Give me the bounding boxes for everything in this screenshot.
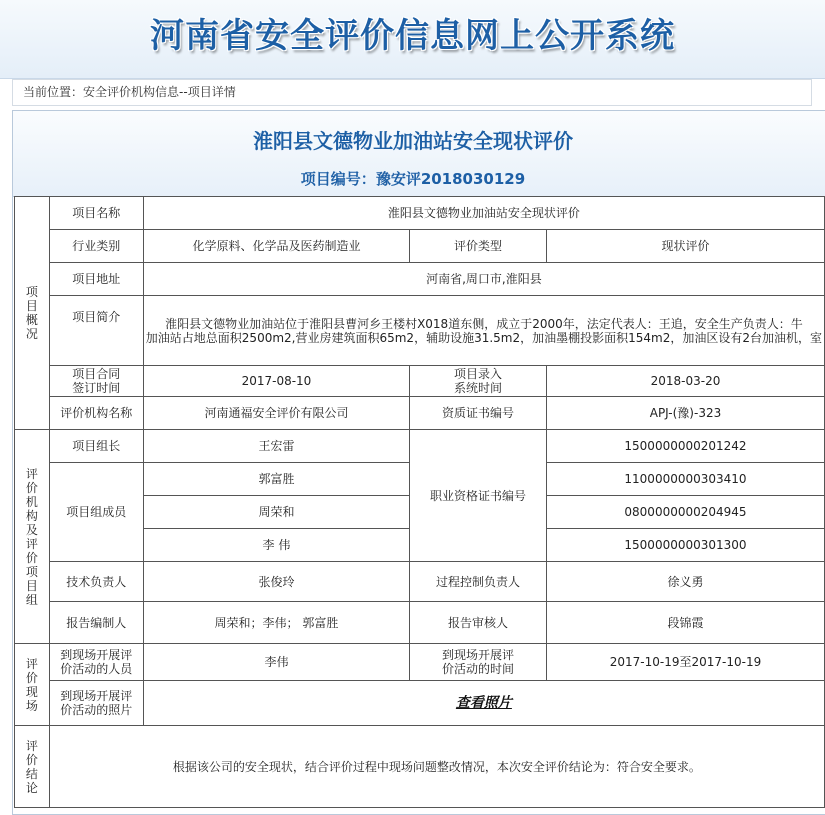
intro-line-2: 加油站占地总面积2500m2,营业房建筑面积65m2，辅助设施31.5m2，加油墨棚投影面积154m2，加油区设有2台加油机，室 bbox=[145, 330, 822, 345]
section-overview-label: 项目概况 bbox=[15, 197, 50, 430]
member-name: 郭富胜 bbox=[143, 463, 409, 496]
intro-line-1: 淮阳县文德物业加油站位于淮阳县曹河乡王楼村X018道东侧，成立于2000年，法定代表人：王追，安全生产负责人：牛 bbox=[165, 316, 803, 331]
member-name: 李 伟 bbox=[143, 529, 409, 562]
site-banner bbox=[0, 0, 825, 79]
cert-value: APJ-(豫)-323 bbox=[546, 397, 824, 430]
conclusion-text: 根据该公司的安全现状，结合评价过程中现场问题整改情况，本次安全评价结论为：符合安全要求。 bbox=[49, 726, 824, 808]
site-photo-cell bbox=[143, 681, 824, 726]
process-lead-value: 徐义勇 bbox=[546, 562, 824, 602]
agency-value: 河南通福安全评价有限公司 bbox=[143, 397, 409, 430]
agency-label: 评价机构名称 bbox=[49, 397, 143, 430]
breadcrumb-section-link[interactable]: 安全评价机构信息 bbox=[83, 85, 180, 99]
breadcrumb-current: 项目详情 bbox=[187, 85, 236, 99]
entry-date-value: 2018-03-20 bbox=[546, 366, 824, 397]
leader-cert-value: 1500000000201242 bbox=[546, 430, 824, 463]
site-title: 河南省安全评价信息网上公开系统 bbox=[150, 16, 675, 56]
address-value: 河南省,周口市,淮阳县 bbox=[143, 263, 824, 296]
breadcrumb-separator: -- bbox=[179, 85, 188, 99]
intro-value bbox=[143, 296, 824, 366]
process-lead-label: 过程控制负责人 bbox=[410, 562, 547, 602]
site-time-label: 到现场开展评 价活动的时间 bbox=[410, 644, 547, 681]
site-staff-value: 李伟 bbox=[143, 644, 409, 681]
contract-date-label: 项目合同 签订时间 bbox=[49, 366, 143, 397]
breadcrumb bbox=[12, 79, 812, 106]
project-header bbox=[13, 111, 825, 197]
view-photos-link[interactable]: 查看照片 bbox=[455, 695, 512, 711]
leader-value: 王宏雷 bbox=[143, 430, 409, 463]
tech-lead-value: 张俊玲 bbox=[143, 562, 409, 602]
reviewer-value: 段锦霞 bbox=[546, 602, 824, 644]
project-number bbox=[13, 168, 813, 189]
section-conclusion-label: 评价结论 bbox=[15, 726, 50, 808]
industry-label: 行业类别 bbox=[49, 230, 143, 263]
project-number-value: 豫安评2018030129 bbox=[375, 170, 526, 188]
entry-date-label: 项目录入 系统时间 bbox=[410, 366, 547, 397]
report-author-value: 周荣和；李伟； 郭富胜 bbox=[143, 602, 409, 644]
intro-label: 项目简介 bbox=[49, 296, 143, 366]
breadcrumb-prefix: 当前位置： bbox=[23, 85, 84, 99]
member-cert: 0800000000204945 bbox=[546, 496, 824, 529]
industry-value: 化学原料、化学品及医药制造业 bbox=[143, 230, 409, 263]
project-number-label: 项目编号： bbox=[300, 170, 376, 188]
project-name-label: 项目名称 bbox=[49, 197, 143, 230]
qual-cert-label: 职业资格证书编号 bbox=[410, 430, 547, 562]
contract-date-value: 2017-08-10 bbox=[143, 366, 409, 397]
eval-type-value: 现状评价 bbox=[546, 230, 824, 263]
report-author-label: 报告编制人 bbox=[49, 602, 143, 644]
eval-type-label: 评价类型 bbox=[410, 230, 547, 263]
project-title: 淮阳县文德物业加油站安全现状评价 bbox=[253, 129, 573, 153]
section-org-label: 评价机构及评价项目组 bbox=[15, 430, 50, 644]
section-site-label: 评价现场 bbox=[15, 644, 50, 726]
project-name-value: 淮阳县文德物业加油站安全现状评价 bbox=[143, 197, 824, 230]
project-detail-panel bbox=[12, 110, 825, 815]
site-photo-label: 到现场开展评 价活动的照片 bbox=[49, 681, 143, 726]
member-name: 周荣和 bbox=[143, 496, 409, 529]
address-label: 项目地址 bbox=[49, 263, 143, 296]
site-staff-label: 到现场开展评 价活动的人员 bbox=[49, 644, 143, 681]
tech-lead-label: 技术负责人 bbox=[49, 562, 143, 602]
member-cert: 1500000000301300 bbox=[546, 529, 824, 562]
site-time-value: 2017-10-19至2017-10-19 bbox=[546, 644, 824, 681]
project-detail-table bbox=[14, 196, 825, 808]
leader-label: 项目组长 bbox=[49, 430, 143, 463]
members-label: 项目组成员 bbox=[49, 463, 143, 562]
reviewer-label: 报告审核人 bbox=[410, 602, 547, 644]
member-cert: 1100000000303410 bbox=[546, 463, 824, 496]
cert-label: 资质证书编号 bbox=[410, 397, 547, 430]
